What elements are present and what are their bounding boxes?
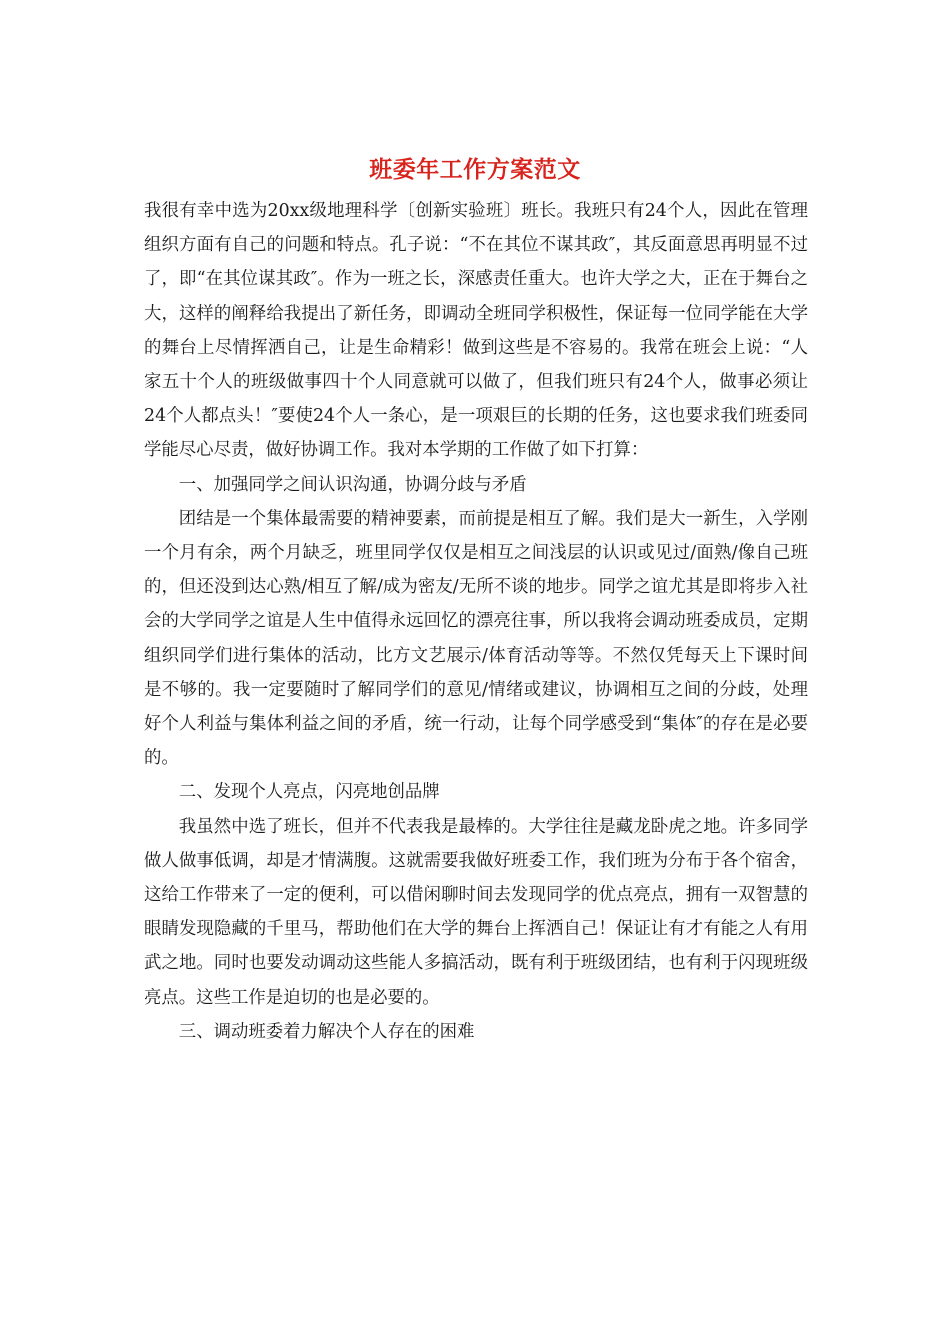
intro-paragraph: 我很有幸中选为20xx级地理科学〔创新实验班〕班长。我班只有24个人，因此在管理组织方面有自己的问题和特点。孔子说：“不在其位不谋其政″，其反面意思再明显不过了，即“在其位谋其政″。作为一班之长，深感责任重大。也许大学之大，正在于舞台之大，这样的阐释给我提出了新任务，即调动全班同学积极性，保证每一位同学能在大学的舞台上尽情挥洒自己，让是生命精彩！做到这些是不容易的。我常在班会上说：“人家五十个人的班级做事四十个人同意就可以做了，但我们班只有24个人，做事必须让24个人都点头！″要使24个人一条心，是一项艰巨的长期的任务，这也要求我们班委同学能尽心尽责，做好协调工作。我对本学期的工作做了如下打算： [144, 201, 808, 461]
section-heading-1: 一、加强同学之间认识沟通，协调分歧与矛盾 [178, 474, 527, 495]
section-heading-2: 二、发现个人亮点，闪亮地创品牌 [178, 782, 440, 803]
section-heading-3: 三、调动班委着力解决个人存在的困难 [178, 1021, 475, 1042]
section-paragraph-1: 团结是一个集体最需要的精神要素，而前提是相互了解。我们是大一新生，入学刚一个月有余，两个月缺乏，班里同学仅仅是相互之间浅层的认识或见过/面熟/像自己班的，但还没到达心熟/相互了解/成为密友/无所不谈的地步。同学之谊尤其是即将步入社会的大学同学之谊是人生中值得永远回忆的漂亮往事，所以我将会调动班委成员，定期组织同学们进行集体的活动，比方文艺展示/体育活动等等。不然仅凭每天上下课时间是不够的。我一定要随时了解同学们的意见/情绪或建议，协调相互之间的分歧，处理好个人利益与集体利益之间的矛盾，统一行动，让每个同学感受到“集体″的存在是必要的。 [144, 508, 808, 769]
document-body [144, 194, 808, 1049]
document-title: 班委年工作方案范文 [369, 156, 581, 183]
section-paragraph-2: 我虽然中选了班长，但并不代表我是最棒的。大学往往是藏龙卧虎之地。许多同学做人做事低调，却是才情满腹。这就需要我做好班委工作，我们班为分布于各个宿舍，这给工作带来了一定的便利，可以借闲聊时间去发现同学的优点亮点，拥有一双智慧的眼睛发现隐藏的千里马，帮助他们在大学的舞台上挥洒自己！保证让有才有能之人有用武之地。同时也要发动调动这些能人多搞活动，既有利于班级团结，也有利于闪现班级亮点。这些工作是迫切的也是必要的。 [144, 816, 808, 1008]
